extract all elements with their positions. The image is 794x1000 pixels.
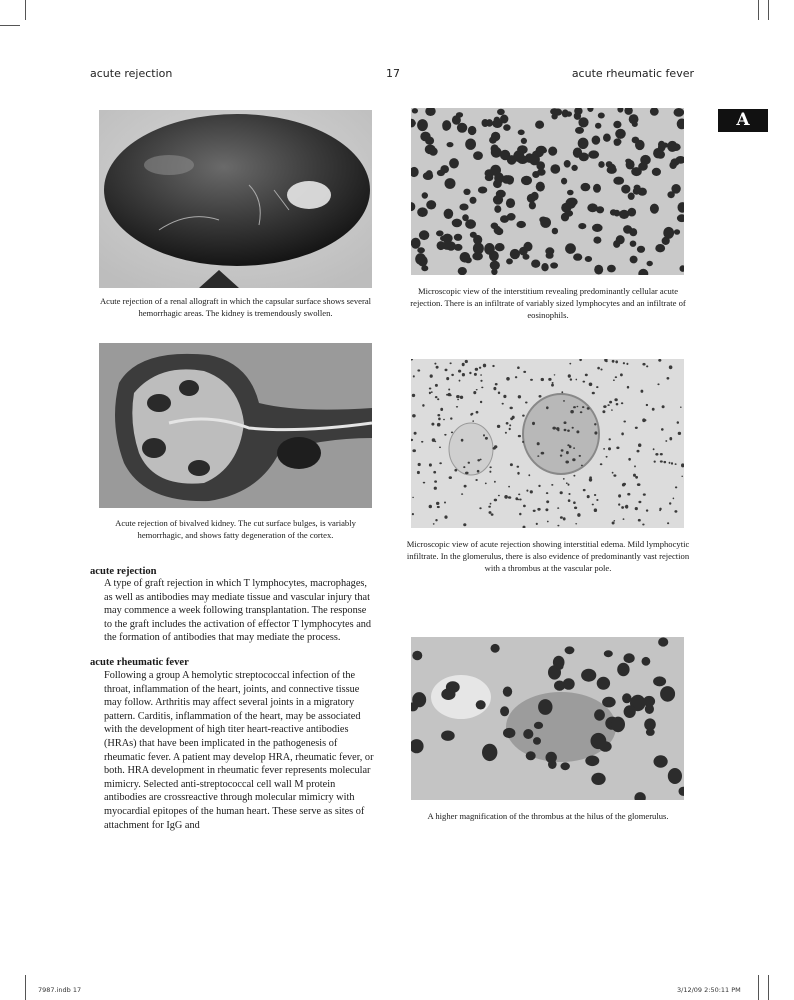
figure-kidney-allograft-caption: Acute rejection of a renal allograft in which the capsular surface shows several hemorrhagic areas. The kidney is tremendously swollen. — [99, 296, 372, 318]
figure-bivalved-kidney-caption: Acute rejection of bivalved kidney. The cut surface bulges, is variably hemorrhagic, and shows fatty degeneration of the cortex. — [115, 518, 356, 540]
figure-micro-edema-caption: Microscopic view of acute rejection showing interstitial edema. Mild lymphocytic infiltrate. In the glomerulus, there is also evidence of predominantly vast rejection with a thrombus at the vascular pole. — [406, 539, 690, 573]
figure-micro-edema — [411, 359, 684, 528]
figure-micro-interstitium — [411, 108, 684, 275]
running-head-right: acute rheumatic fever — [571, 67, 694, 80]
running-head-left: acute rejection — [90, 67, 173, 80]
crop-mark-top-right-2 — [768, 0, 769, 20]
figure-micro-interstitium-caption: Microscopic view of the interstitium revealing predominantly cellular acute rejection. There is an infiltrate of variably sized lymphocytes and an infiltrate of eosinophils. — [410, 286, 686, 320]
page-number: 17 — [386, 67, 400, 80]
figure-thrombus — [411, 637, 684, 800]
crop-mark-top-left — [25, 0, 26, 20]
entry-definition-acute-rheumatic-fever: Following a group A hemolytic streptococcal infection of the throat, inflammation of the heart, joints, and connective tissue may follow. Arthritis may affect several joints in a migratory pattern. Carditis, inflammation of the heart, may be associated with the development of high titer heart-reactive antibodies (HRAs) that have been implicated in the pathogenesis of rheumatic fever. A patient may develop HRA, rheumatic fever, or both. HRA development in rheumatic fever represents molecular mimicry. Selected anti-streptococcal cell wall M protein antibodies are crossreactive through molecular mimicry with myocardial epitopes of the human heart. These serve as sites of attachment for IgG and — [104, 670, 374, 831]
print-timestamp: 3/12/09 2:50:11 PM — [677, 986, 741, 994]
entry-definition-acute-rejection: A type of graft rejection in which T lymphocytes, macrophages, as well as antibodies may mediate tissue and vascular injury that may commence a week following transplantation. The response to the graft includes the activation of effector T lymphocytes and the formation of antibodies that may mediate the process. — [104, 578, 372, 644]
entry-term-acute-rheumatic-fever: acute rheumatic fever — [90, 657, 189, 668]
figure-thrombus-caption: A higher magnification of the thrombus at the hilus of the glomerulus. — [427, 811, 669, 821]
crop-mark-top-left-2 — [0, 25, 20, 26]
figure-bivalved-kidney — [99, 343, 372, 508]
crop-mark-bottom-left — [25, 975, 26, 1000]
crop-mark-top-right — [758, 0, 759, 20]
section-tab: A — [718, 109, 768, 132]
file-slug: 7987.indb 17 — [38, 986, 82, 994]
crop-mark-bottom-right — [758, 975, 759, 1000]
crop-mark-bottom-right-2 — [768, 975, 769, 1000]
figure-kidney-allograft — [99, 110, 372, 288]
entry-term-acute-rejection: acute rejection — [90, 566, 157, 577]
